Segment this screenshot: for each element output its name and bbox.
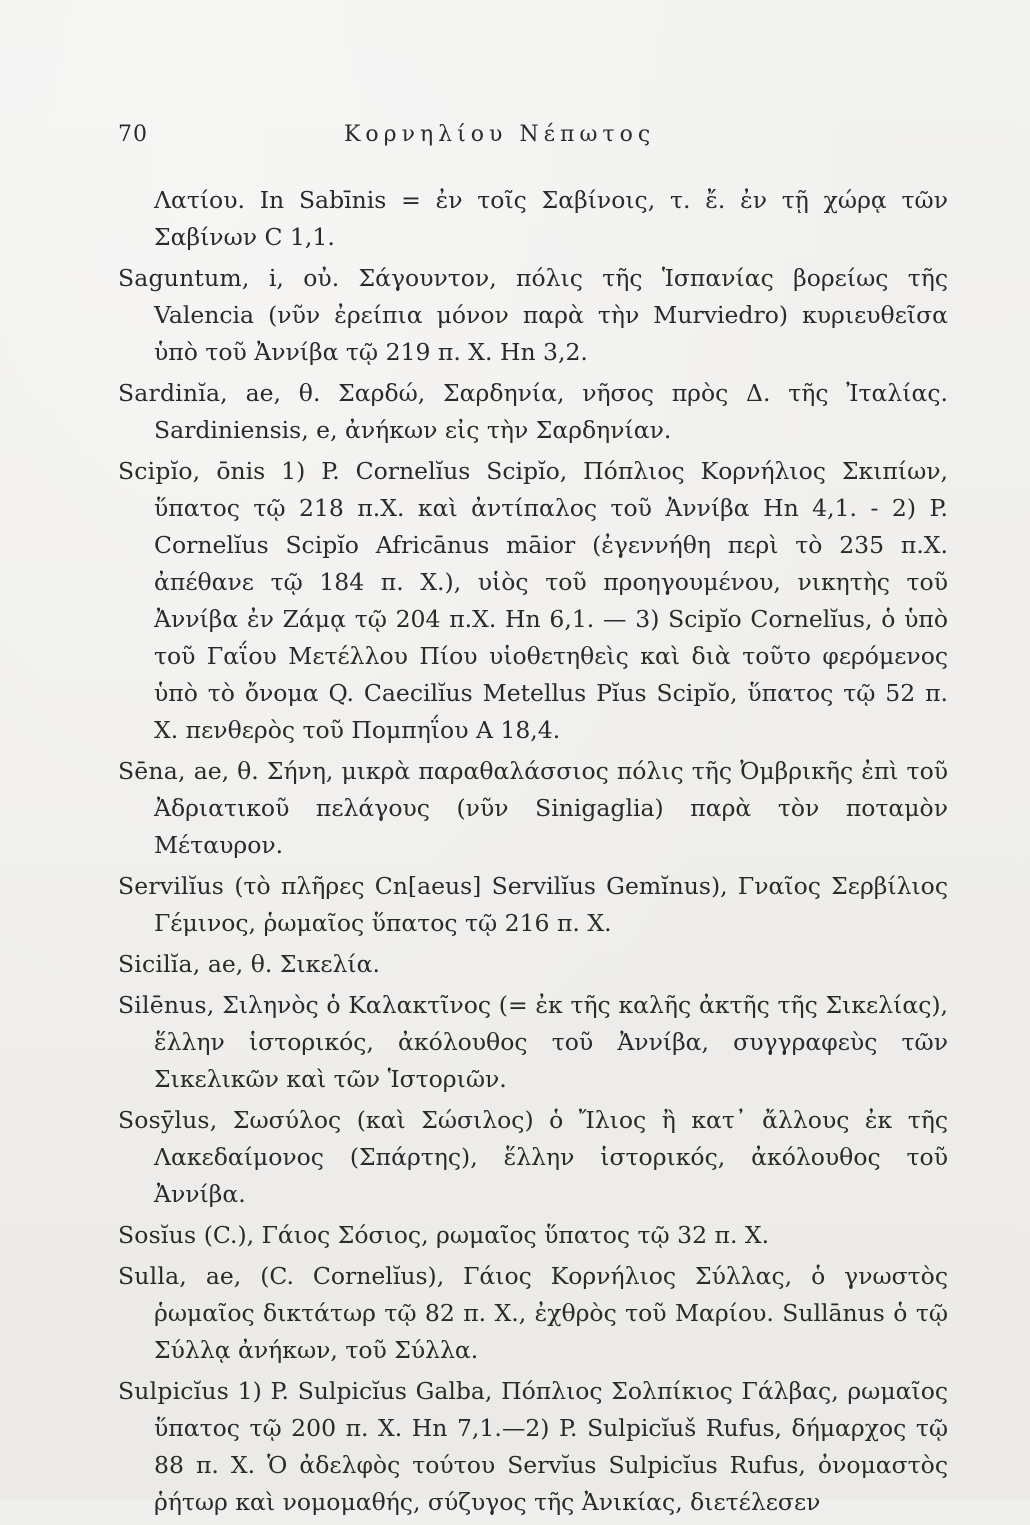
glossary-entry-sardinia xyxy=(118,375,948,449)
glossary-entry-silenus xyxy=(118,987,948,1098)
entry-term: Sosȳlus, xyxy=(118,1106,218,1134)
entry-term: Sulpicĭus xyxy=(118,1377,229,1405)
entry-term: Sardinĭa, xyxy=(118,379,228,407)
glossary-entry-sosylus xyxy=(118,1102,948,1213)
entry-text: Σιληνὸς ὁ Καλακτῖνος (= ἐκ τῆς καλῆς ἀκτῆς τῆς Σικελίας), ἕλλην ἱστορικός, ἀκόλουθος τοῦ Ἀννίβα, συγγραφεὺς τῶν Σικελικῶν καὶ τῶν Ἱστοριῶν. xyxy=(154,991,948,1093)
entry-term: Silēnus, xyxy=(118,991,215,1019)
glossary-entries xyxy=(118,182,948,1525)
entry-term: Sosĭus xyxy=(118,1221,197,1249)
entry-text: ae, θ. Σήνη, μικρὰ παραθαλάσσιος πόλις τῆς Ὀμβρικῆς ἐπὶ τοῦ Ἀδριατικοῦ πελάγους (νῦν Sinigaglia) παρὰ τὸν ποταμὸν Μέταυρον. xyxy=(154,757,948,859)
entry-text: 1) P. Sulpicĭus Galba, Πόπλιος Σολπίκιος Γάλβας, ρωμαῖος ὕπατος τῷ 200 π. Χ. Hn 7,1.—2) P. Sulpicĭuš Rufus, δήμαρχος τῷ 88 π. Χ. Ὁ ἀδελφὸς τούτου Servĭus Sulpicĭus Rufus, ὀνομαστὸς ῥήτωρ καὶ νομομαθής, σύζυγος τῆς Ἀνικίας, διετέλεσεν xyxy=(154,1377,948,1516)
entry-text: (C.), Γάιος Σόσιος, ρωμαῖος ὕπατος τῷ 32 π. Χ. xyxy=(196,1221,770,1249)
entry-term: Servilĭus xyxy=(118,872,225,900)
glossary-entry-sosius xyxy=(118,1217,948,1254)
entry-text: ōnis 1) P. Cornelĭus Scipĭo, Πόπλιος Κορνήλιος Σκιπίων, ὕπατος τῷ 218 π.Χ. καὶ ἀντίπαλος τοῦ Ἀννίβα Hn 4,1. - 2) P. Cornelĭus Scipĭo Africānus māior (ἐγεννήθη περὶ τὸ 235 π.Χ. ἀπέθανε τῷ 184 π. Χ.), υἱὸς τοῦ προηγουμένου, νικητὴς τοῦ Ἀννίβα ἐν Ζάμᾳ τῷ 204 π.Χ. Hn 6,1. — 3) Scipĭo Cornelĭus, ὁ ὑπὸ τοῦ Γαΐου Μετέλλου Πίου υἱοθετηθεὶς καὶ διὰ τοῦτο φερόμενος ὑπὸ τὸ ὄνομα Q. Caecilĭus Metellus Pĭus Scipĭo, ὕπατος τῷ 52 π. Χ. πενθερὸς τοῦ Πομπηΐου A 18,4. xyxy=(154,457,948,744)
entry-term: Saguntum, xyxy=(118,264,250,292)
glossary-entry-servilius xyxy=(118,868,948,942)
entry-term: Sicilĭa, xyxy=(118,950,201,978)
glossary-entry-saguntum xyxy=(118,260,948,371)
glossary-entry-sulpicius xyxy=(118,1373,948,1521)
glossary-entry-sulla xyxy=(118,1258,948,1369)
glossary-entry-scipio xyxy=(118,453,948,749)
running-title: Κορνηλίου Νέπωτος xyxy=(344,122,656,147)
page-header xyxy=(118,122,938,162)
entry-text: ae, θ. Σαρδώ, Σαρδηνία, νῆσος πρὸς Δ. τῆς Ἰταλίας. Sardiniensis, e, ἀνήκων εἰς τὴν Σαρδηνίαν. xyxy=(154,379,948,444)
entry-text: ae, (C. Cornelĭus), Γάιος Κορνήλιος Σύλλας, ὁ γνωστὸς ῥωμαῖος δικτάτωρ τῷ 82 π. Χ., ἐχθρὸς τοῦ Μαρίου. Sullānus ὁ τῷ Σύλλᾳ ἀνήκων, τοῦ Σύλλα. xyxy=(154,1262,948,1364)
entry-text: ae, θ. Σικελία. xyxy=(200,950,380,978)
entry-text: i, οὐ. Σάγουντον, πόλις τῆς Ἱσπανίας βορείως τῆς Valencia (νῦν ἐρείπια μόνον παρὰ τὴν Murviedro) κυριευθεῖσα ὑπὸ τοῦ Ἀννίβα τῷ 219 π. Χ. Hn 3,2. xyxy=(154,264,948,366)
glossary-entry-sicilia xyxy=(118,946,948,983)
entry-text: Λατίου. In Sabīnis = ἐν τοῖς Σαβίνοις, τ. ἔ. ἐν τῇ χώρᾳ τῶν Σαβίνων C 1,1. xyxy=(154,186,948,251)
glossary-entry-sena xyxy=(118,753,948,864)
glossary-entry-continuation xyxy=(118,182,948,256)
entry-term: Sēna, xyxy=(118,757,186,785)
entry-term: Sulla, xyxy=(118,1262,187,1290)
entry-text: Σωσύλος (καὶ Σώσιλος) ὁ Ἴλιος ἢ κατ᾽ ἄλλους ἐκ τῆς Λακεδαίμονος (Σπάρτης), ἕλλην ἱστορικός, ἀκόλουθος τοῦ Ἀννίβα. xyxy=(154,1106,948,1208)
entry-term: Scipĭo, xyxy=(118,457,201,485)
entry-text: (τὸ πλῆρες Cn[aeus] Servilĭus Gemĭnus), Γναῖος Σερβίλιος Γέμινος, ῥωμαῖος ὕπατος τῷ 216 π. Χ. xyxy=(154,872,948,937)
page-number: 70 xyxy=(118,122,148,147)
